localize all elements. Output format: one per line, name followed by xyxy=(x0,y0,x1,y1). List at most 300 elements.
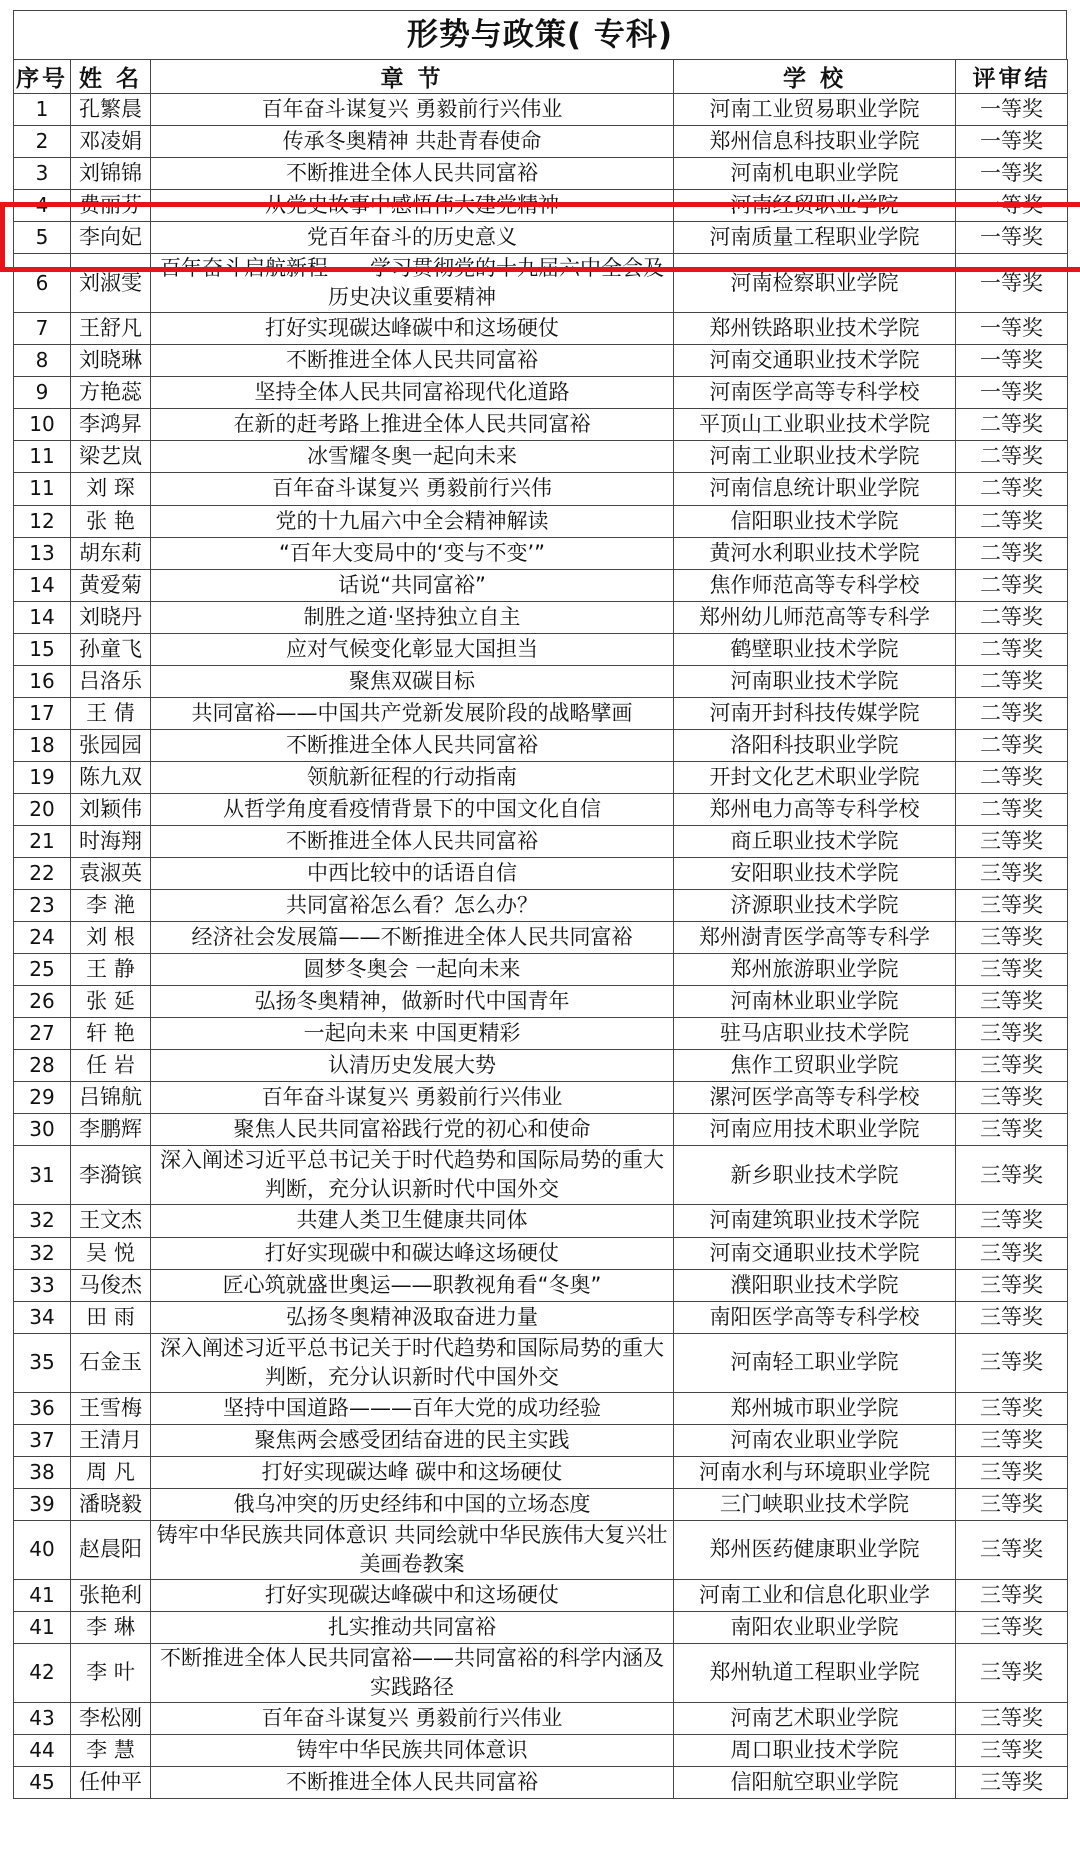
cell-name: 刘 琛 xyxy=(71,473,151,505)
table-row xyxy=(14,697,1068,729)
table-row xyxy=(14,1734,1068,1766)
table-row xyxy=(14,1643,1068,1702)
cell-result: 三等奖 xyxy=(956,1269,1068,1301)
cell-name: 轩 艳 xyxy=(71,1018,151,1050)
cell-result: 三等奖 xyxy=(956,1734,1068,1766)
cell-school: 河南林业职业学院 xyxy=(674,986,956,1018)
cell-school: 河南医学高等专科学校 xyxy=(674,377,956,409)
cell-chapter: 打好实现碳达峰碳中和这场硬仗 xyxy=(151,1579,674,1611)
cell-result: 二等奖 xyxy=(956,409,1068,441)
cell-school: 开封文化艺术职业学院 xyxy=(674,761,956,793)
cell-chapter: 认清历史发展大势 xyxy=(151,1050,674,1082)
award-table xyxy=(13,59,1068,1799)
cell-chapter: 扎实推动共同富裕 xyxy=(151,1611,674,1643)
cell-name: 刘晓丹 xyxy=(71,601,151,633)
cell-result: 三等奖 xyxy=(956,1146,1068,1205)
cell-chapter: 弘扬冬奥精神，做新时代中国青年 xyxy=(151,986,674,1018)
cell-school: 济源职业技术学院 xyxy=(674,890,956,922)
cell-result: 三等奖 xyxy=(956,1018,1068,1050)
cell-index: 12 xyxy=(14,505,71,537)
cell-index: 43 xyxy=(14,1702,71,1734)
cell-name: 石金玉 xyxy=(71,1333,151,1392)
cell-school: 河南工业贸易职业学院 xyxy=(674,94,956,126)
table-row xyxy=(14,505,1068,537)
cell-index: 8 xyxy=(14,345,71,377)
cell-name: 王 倩 xyxy=(71,697,151,729)
cell-name: 孔繁晨 xyxy=(71,94,151,126)
table-row xyxy=(14,1050,1068,1082)
cell-index: 31 xyxy=(14,1146,71,1205)
cell-index: 4 xyxy=(14,190,71,222)
cell-index: 9 xyxy=(14,377,71,409)
cell-result: 二等奖 xyxy=(956,761,1068,793)
cell-chapter: 在新的赶考路上推进全体人民共同富裕 xyxy=(151,409,674,441)
table-row xyxy=(14,1082,1068,1114)
cell-school: 郑州旅游职业学院 xyxy=(674,954,956,986)
cell-name: 张 延 xyxy=(71,986,151,1018)
cell-result: 三等奖 xyxy=(956,1237,1068,1269)
table-row xyxy=(14,601,1068,633)
table-row xyxy=(14,665,1068,697)
cell-name: 陈九双 xyxy=(71,761,151,793)
cell-result: 三等奖 xyxy=(956,954,1068,986)
cell-name: 邓凌娟 xyxy=(71,126,151,158)
cell-school: 河南职业技术学院 xyxy=(674,665,956,697)
cell-index: 35 xyxy=(14,1333,71,1392)
cell-result: 三等奖 xyxy=(956,1643,1068,1702)
cell-school: 郑州轨道工程职业学院 xyxy=(674,1643,956,1702)
cell-school: 河南信息统计职业学院 xyxy=(674,473,956,505)
table-row xyxy=(14,377,1068,409)
cell-name: 王舒凡 xyxy=(71,313,151,345)
cell-result: 三等奖 xyxy=(956,1082,1068,1114)
cell-result: 三等奖 xyxy=(956,1392,1068,1424)
cell-index: 5 xyxy=(14,222,71,254)
cell-name: 袁淑英 xyxy=(71,858,151,890)
cell-school: 河南机电职业学院 xyxy=(674,158,956,190)
table-row xyxy=(14,761,1068,793)
table-row xyxy=(14,1146,1068,1205)
cell-index: 7 xyxy=(14,313,71,345)
cell-result: 三等奖 xyxy=(956,1333,1068,1392)
cell-name: 胡东莉 xyxy=(71,537,151,569)
cell-name: 王雪梅 xyxy=(71,1392,151,1424)
cell-result: 三等奖 xyxy=(956,1205,1068,1237)
cell-index: 38 xyxy=(14,1456,71,1488)
cell-name: 李 慧 xyxy=(71,1734,151,1766)
cell-result: 二等奖 xyxy=(956,441,1068,473)
cell-school: 濮阳职业技术学院 xyxy=(674,1269,956,1301)
cell-result: 二等奖 xyxy=(956,473,1068,505)
cell-chapter: 制胜之道·坚持独立自主 xyxy=(151,601,674,633)
table-row xyxy=(14,1456,1068,1488)
cell-result: 三等奖 xyxy=(956,1702,1068,1734)
cell-index: 17 xyxy=(14,697,71,729)
cell-name: 刘锦锦 xyxy=(71,158,151,190)
cell-index: 41 xyxy=(14,1579,71,1611)
table-row xyxy=(14,1611,1068,1643)
cell-chapter: 应对气候变化彰显大国担当 xyxy=(151,633,674,665)
cell-school: 信阳航空职业学院 xyxy=(674,1767,956,1799)
cell-index: 2 xyxy=(14,126,71,158)
cell-chapter: 领航新征程的行动指南 xyxy=(151,761,674,793)
cell-index: 29 xyxy=(14,1082,71,1114)
cell-name: 王清月 xyxy=(71,1424,151,1456)
cell-result: 一等奖 xyxy=(956,222,1068,254)
cell-chapter: 不断推进全体人民共同富裕 xyxy=(151,345,674,377)
table-row xyxy=(14,1424,1068,1456)
cell-index: 41 xyxy=(14,1611,71,1643)
cell-school: 河南质量工程职业学院 xyxy=(674,222,956,254)
cell-name: 梁艺岚 xyxy=(71,441,151,473)
table-row xyxy=(14,569,1068,601)
header-row xyxy=(14,60,1068,94)
cell-chapter: 百年奋斗谋复兴 勇毅前行兴伟业 xyxy=(151,1702,674,1734)
cell-index: 23 xyxy=(14,890,71,922)
cell-chapter: 中西比较中的话语自信 xyxy=(151,858,674,890)
table-row xyxy=(14,1333,1068,1392)
cell-result: 三等奖 xyxy=(956,922,1068,954)
cell-result: 二等奖 xyxy=(956,537,1068,569)
cell-chapter: 话说“共同富裕” xyxy=(151,569,674,601)
table-row xyxy=(14,94,1068,126)
cell-school: 河南建筑职业技术学院 xyxy=(674,1205,956,1237)
table-row xyxy=(14,409,1068,441)
cell-chapter: 不断推进全体人民共同富裕 xyxy=(151,1767,674,1799)
cell-name: 张艳利 xyxy=(71,1579,151,1611)
cell-index: 21 xyxy=(14,825,71,857)
cell-school: 河南艺术职业学院 xyxy=(674,1702,956,1734)
cell-index: 28 xyxy=(14,1050,71,1082)
cell-school: 河南农业职业学院 xyxy=(674,1424,956,1456)
cell-result: 一等奖 xyxy=(956,377,1068,409)
cell-name: 李漪镔 xyxy=(71,1146,151,1205)
cell-result: 三等奖 xyxy=(956,1520,1068,1579)
cell-chapter: 打好实现碳中和碳达峰这场硬仗 xyxy=(151,1237,674,1269)
cell-name: 方艳蕊 xyxy=(71,377,151,409)
cell-chapter: 共同富裕——中国共产党新发展阶段的战略擘画 xyxy=(151,697,674,729)
cell-index: 32 xyxy=(14,1237,71,1269)
cell-school: 郑州铁路职业技术学院 xyxy=(674,313,956,345)
cell-name: 刘颖伟 xyxy=(71,793,151,825)
cell-chapter: 打好实现碳达峰 碳中和这场硬仗 xyxy=(151,1456,674,1488)
cell-result: 三等奖 xyxy=(956,1611,1068,1643)
cell-chapter: 铸牢中华民族共同体意识 共同绘就中华民族伟大复兴壮美画卷教案 xyxy=(151,1520,674,1579)
cell-result: 二等奖 xyxy=(956,793,1068,825)
cell-school: 郑州城市职业学院 xyxy=(674,1392,956,1424)
cell-index: 19 xyxy=(14,761,71,793)
cell-name: 吴 悦 xyxy=(71,1237,151,1269)
cell-name: 时海翔 xyxy=(71,825,151,857)
cell-result: 一等奖 xyxy=(956,254,1068,313)
cell-school: 郑州澍青医学高等专科学 xyxy=(674,922,956,954)
cell-index: 27 xyxy=(14,1018,71,1050)
table-row xyxy=(14,313,1068,345)
table-row xyxy=(14,190,1068,222)
cell-result: 一等奖 xyxy=(956,126,1068,158)
cell-index: 1 xyxy=(14,94,71,126)
cell-name: 李 琳 xyxy=(71,1611,151,1643)
cell-chapter: 百年奋斗谋复兴 勇毅前行兴伟业 xyxy=(151,1082,674,1114)
table-row xyxy=(14,441,1068,473)
header-chapter: 章 节 xyxy=(151,60,674,94)
cell-result: 一等奖 xyxy=(956,313,1068,345)
cell-school: 新乡职业技术学院 xyxy=(674,1146,956,1205)
cell-chapter: “百年大变局中的‘变与不变’” xyxy=(151,537,674,569)
cell-chapter: 聚焦双碳目标 xyxy=(151,665,674,697)
table-body xyxy=(14,94,1068,1799)
table-row xyxy=(14,345,1068,377)
cell-name: 田 雨 xyxy=(71,1301,151,1333)
cell-school: 周口职业技术学院 xyxy=(674,1734,956,1766)
cell-school: 鹤壁职业技术学院 xyxy=(674,633,956,665)
cell-chapter: 俄乌冲突的历史经纬和中国的立场态度 xyxy=(151,1488,674,1520)
cell-name: 周 凡 xyxy=(71,1456,151,1488)
cell-result: 二等奖 xyxy=(956,505,1068,537)
cell-name: 李 滟 xyxy=(71,890,151,922)
header-school: 学 校 xyxy=(674,60,956,94)
cell-chapter: 聚焦人民共同富裕践行党的初心和使命 xyxy=(151,1114,674,1146)
cell-result: 三等奖 xyxy=(956,1579,1068,1611)
cell-result: 一等奖 xyxy=(956,158,1068,190)
cell-result: 一等奖 xyxy=(956,190,1068,222)
table-row xyxy=(14,633,1068,665)
cell-index: 11 xyxy=(14,473,71,505)
cell-school: 黄河水利职业技术学院 xyxy=(674,537,956,569)
cell-school: 河南开封科技传媒学院 xyxy=(674,697,956,729)
cell-result: 二等奖 xyxy=(956,665,1068,697)
cell-index: 11 xyxy=(14,441,71,473)
cell-name: 王文杰 xyxy=(71,1205,151,1237)
cell-name: 任 岩 xyxy=(71,1050,151,1082)
cell-chapter: 深入阐述习近平总书记关于时代趋势和国际局势的重大判断，充分认识新时代中国外交 xyxy=(151,1146,674,1205)
cell-index: 13 xyxy=(14,537,71,569)
table-row xyxy=(14,922,1068,954)
cell-index: 39 xyxy=(14,1488,71,1520)
cell-chapter: 传承冬奥精神 共赴青春使命 xyxy=(151,126,674,158)
table-row xyxy=(14,254,1068,313)
cell-result: 一等奖 xyxy=(956,94,1068,126)
cell-chapter: 圆梦冬奥会 一起向未来 xyxy=(151,954,674,986)
cell-chapter: 冰雪耀冬奥一起向未来 xyxy=(151,441,674,473)
cell-result: 三等奖 xyxy=(956,858,1068,890)
cell-result: 三等奖 xyxy=(956,986,1068,1018)
cell-chapter: 坚持中国道路———百年大党的成功经验 xyxy=(151,1392,674,1424)
cell-chapter: 百年奋斗谋复兴 勇毅前行兴伟业 xyxy=(151,94,674,126)
cell-index: 20 xyxy=(14,793,71,825)
cell-index: 26 xyxy=(14,986,71,1018)
cell-name: 吕锦航 xyxy=(71,1082,151,1114)
cell-name: 潘晓毅 xyxy=(71,1488,151,1520)
cell-school: 郑州信息科技职业学院 xyxy=(674,126,956,158)
cell-chapter: 铸牢中华民族共同体意识 xyxy=(151,1734,674,1766)
table-row xyxy=(14,1702,1068,1734)
cell-chapter: 不断推进全体人民共同富裕 xyxy=(151,158,674,190)
cell-chapter: 弘扬冬奥精神汲取奋进力量 xyxy=(151,1301,674,1333)
cell-school: 河南轻工职业学院 xyxy=(674,1333,956,1392)
cell-school: 驻马店职业技术学院 xyxy=(674,1018,956,1050)
cell-name: 李向妃 xyxy=(71,222,151,254)
cell-name: 李鸿昇 xyxy=(71,409,151,441)
cell-chapter: 百年奋斗谋复兴 勇毅前行兴伟 xyxy=(151,473,674,505)
cell-result: 三等奖 xyxy=(956,1456,1068,1488)
cell-chapter: 一起向未来 中国更精彩 xyxy=(151,1018,674,1050)
cell-index: 44 xyxy=(14,1734,71,1766)
cell-chapter: 不断推进全体人民共同富裕——共同富裕的科学内涵及实践路径 xyxy=(151,1643,674,1702)
cell-index: 37 xyxy=(14,1424,71,1456)
cell-index: 22 xyxy=(14,858,71,890)
table-row xyxy=(14,222,1068,254)
cell-index: 24 xyxy=(14,922,71,954)
table-row xyxy=(14,858,1068,890)
cell-index: 6 xyxy=(14,254,71,313)
header-name: 姓 名 xyxy=(71,60,151,94)
cell-chapter: 党百年奋斗的历史意义 xyxy=(151,222,674,254)
cell-name: 刘 根 xyxy=(71,922,151,954)
cell-chapter: 从党史故事中感悟伟大建党精神 xyxy=(151,190,674,222)
cell-result: 三等奖 xyxy=(956,1488,1068,1520)
cell-chapter: 百年奋斗启航新程——学习贯彻党的十九届六中全会及历史决议重要精神 xyxy=(151,254,674,313)
table-row xyxy=(14,1520,1068,1579)
cell-index: 25 xyxy=(14,954,71,986)
cell-name: 马俊杰 xyxy=(71,1269,151,1301)
table-row xyxy=(14,1488,1068,1520)
cell-name: 赵晨阳 xyxy=(71,1520,151,1579)
cell-school: 平顶山工业职业技术学院 xyxy=(674,409,956,441)
cell-name: 李鹏辉 xyxy=(71,1114,151,1146)
cell-result: 三等奖 xyxy=(956,825,1068,857)
cell-index: 33 xyxy=(14,1269,71,1301)
table-row xyxy=(14,1392,1068,1424)
table-row xyxy=(14,1269,1068,1301)
cell-chapter: 不断推进全体人民共同富裕 xyxy=(151,825,674,857)
cell-chapter: 党的十九届六中全会精神解读 xyxy=(151,505,674,537)
cell-index: 32 xyxy=(14,1205,71,1237)
cell-name: 任仲平 xyxy=(71,1767,151,1799)
cell-result: 二等奖 xyxy=(956,729,1068,761)
cell-result: 二等奖 xyxy=(956,569,1068,601)
header-result: 评审结 xyxy=(956,60,1068,94)
cell-school: 郑州幼儿师范高等专科学 xyxy=(674,601,956,633)
cell-index: 30 xyxy=(14,1114,71,1146)
cell-chapter: 共建人类卫生健康共同体 xyxy=(151,1205,674,1237)
cell-result: 三等奖 xyxy=(956,1767,1068,1799)
table-row xyxy=(14,126,1068,158)
table-row xyxy=(14,890,1068,922)
cell-chapter: 经济社会发展篇——不断推进全体人民共同富裕 xyxy=(151,922,674,954)
cell-school: 安阳职业技术学院 xyxy=(674,858,956,890)
header-index: 序号 xyxy=(14,60,71,94)
cell-name: 李松刚 xyxy=(71,1702,151,1734)
cell-chapter: 匠心筑就盛世奥运——职教视角看“冬奥” xyxy=(151,1269,674,1301)
cell-school: 河南检察职业学院 xyxy=(674,254,956,313)
cell-name: 王 静 xyxy=(71,954,151,986)
cell-school: 河南水利与环境职业学院 xyxy=(674,1456,956,1488)
cell-index: 10 xyxy=(14,409,71,441)
table-row xyxy=(14,729,1068,761)
table-row xyxy=(14,954,1068,986)
cell-result: 三等奖 xyxy=(956,1424,1068,1456)
table-row xyxy=(14,1114,1068,1146)
table-row xyxy=(14,473,1068,505)
table-row xyxy=(14,1205,1068,1237)
cell-chapter: 打好实现碳达峰碳中和这场硬仗 xyxy=(151,313,674,345)
cell-school: 洛阳科技职业学院 xyxy=(674,729,956,761)
cell-result: 三等奖 xyxy=(956,1114,1068,1146)
table-row xyxy=(14,1237,1068,1269)
cell-name: 黄爱菊 xyxy=(71,569,151,601)
cell-result: 三等奖 xyxy=(956,1301,1068,1333)
cell-school: 焦作师范高等专科学校 xyxy=(674,569,956,601)
cell-chapter: 不断推进全体人民共同富裕 xyxy=(151,729,674,761)
cell-index: 40 xyxy=(14,1520,71,1579)
cell-index: 34 xyxy=(14,1301,71,1333)
cell-school: 河南交通职业技术学院 xyxy=(674,345,956,377)
cell-name: 刘晓琳 xyxy=(71,345,151,377)
table-row xyxy=(14,1301,1068,1333)
cell-school: 焦作工贸职业学院 xyxy=(674,1050,956,1082)
cell-chapter: 坚持全体人民共同富裕现代化道路 xyxy=(151,377,674,409)
cell-result: 二等奖 xyxy=(956,633,1068,665)
cell-chapter: 从哲学角度看疫情背景下的中国文化自信 xyxy=(151,793,674,825)
table-row xyxy=(14,986,1068,1018)
cell-result: 二等奖 xyxy=(956,601,1068,633)
cell-result: 二等奖 xyxy=(956,697,1068,729)
cell-school: 郑州医药健康职业学院 xyxy=(674,1520,956,1579)
cell-name: 孙童飞 xyxy=(71,633,151,665)
cell-name: 费丽芬 xyxy=(71,190,151,222)
cell-school: 漯河医学高等专科学校 xyxy=(674,1082,956,1114)
cell-index: 14 xyxy=(14,569,71,601)
table-row xyxy=(14,1767,1068,1799)
cell-result: 一等奖 xyxy=(956,345,1068,377)
cell-chapter: 深入阐述习近平总书记关于时代趋势和国际局势的重大判断，充分认识新时代中国外交 xyxy=(151,1333,674,1392)
cell-index: 42 xyxy=(14,1643,71,1702)
cell-index: 18 xyxy=(14,729,71,761)
table-row xyxy=(14,1579,1068,1611)
cell-school: 河南经贸职业学院 xyxy=(674,190,956,222)
cell-name: 张 艳 xyxy=(71,505,151,537)
cell-school: 河南工业和信息化职业学 xyxy=(674,1579,956,1611)
cell-name: 李 叶 xyxy=(71,1643,151,1702)
cell-school: 郑州电力高等专科学校 xyxy=(674,793,956,825)
sheet-title: 形势与政策( 专科) xyxy=(13,10,1067,59)
table-row xyxy=(14,793,1068,825)
cell-result: 三等奖 xyxy=(956,1050,1068,1082)
cell-school: 河南工业职业技术学院 xyxy=(674,441,956,473)
table-row xyxy=(14,825,1068,857)
cell-school: 河南应用技术职业学院 xyxy=(674,1114,956,1146)
cell-index: 36 xyxy=(14,1392,71,1424)
cell-name: 张园园 xyxy=(71,729,151,761)
table-row xyxy=(14,537,1068,569)
cell-chapter: 共同富裕怎么看？怎么办？ xyxy=(151,890,674,922)
cell-result: 三等奖 xyxy=(956,890,1068,922)
cell-index: 45 xyxy=(14,1767,71,1799)
cell-index: 14 xyxy=(14,601,71,633)
cell-index: 15 xyxy=(14,633,71,665)
cell-name: 吕洛乐 xyxy=(71,665,151,697)
award-sheet xyxy=(13,10,1067,1799)
cell-chapter: 聚焦两会感受团结奋进的民主实践 xyxy=(151,1424,674,1456)
table-row xyxy=(14,158,1068,190)
cell-school: 南阳农业职业学院 xyxy=(674,1611,956,1643)
cell-school: 南阳医学高等专科学校 xyxy=(674,1301,956,1333)
table-row xyxy=(14,1018,1068,1050)
cell-school: 河南交通职业技术学院 xyxy=(674,1237,956,1269)
cell-school: 三门峡职业技术学院 xyxy=(674,1488,956,1520)
cell-school: 商丘职业技术学院 xyxy=(674,825,956,857)
